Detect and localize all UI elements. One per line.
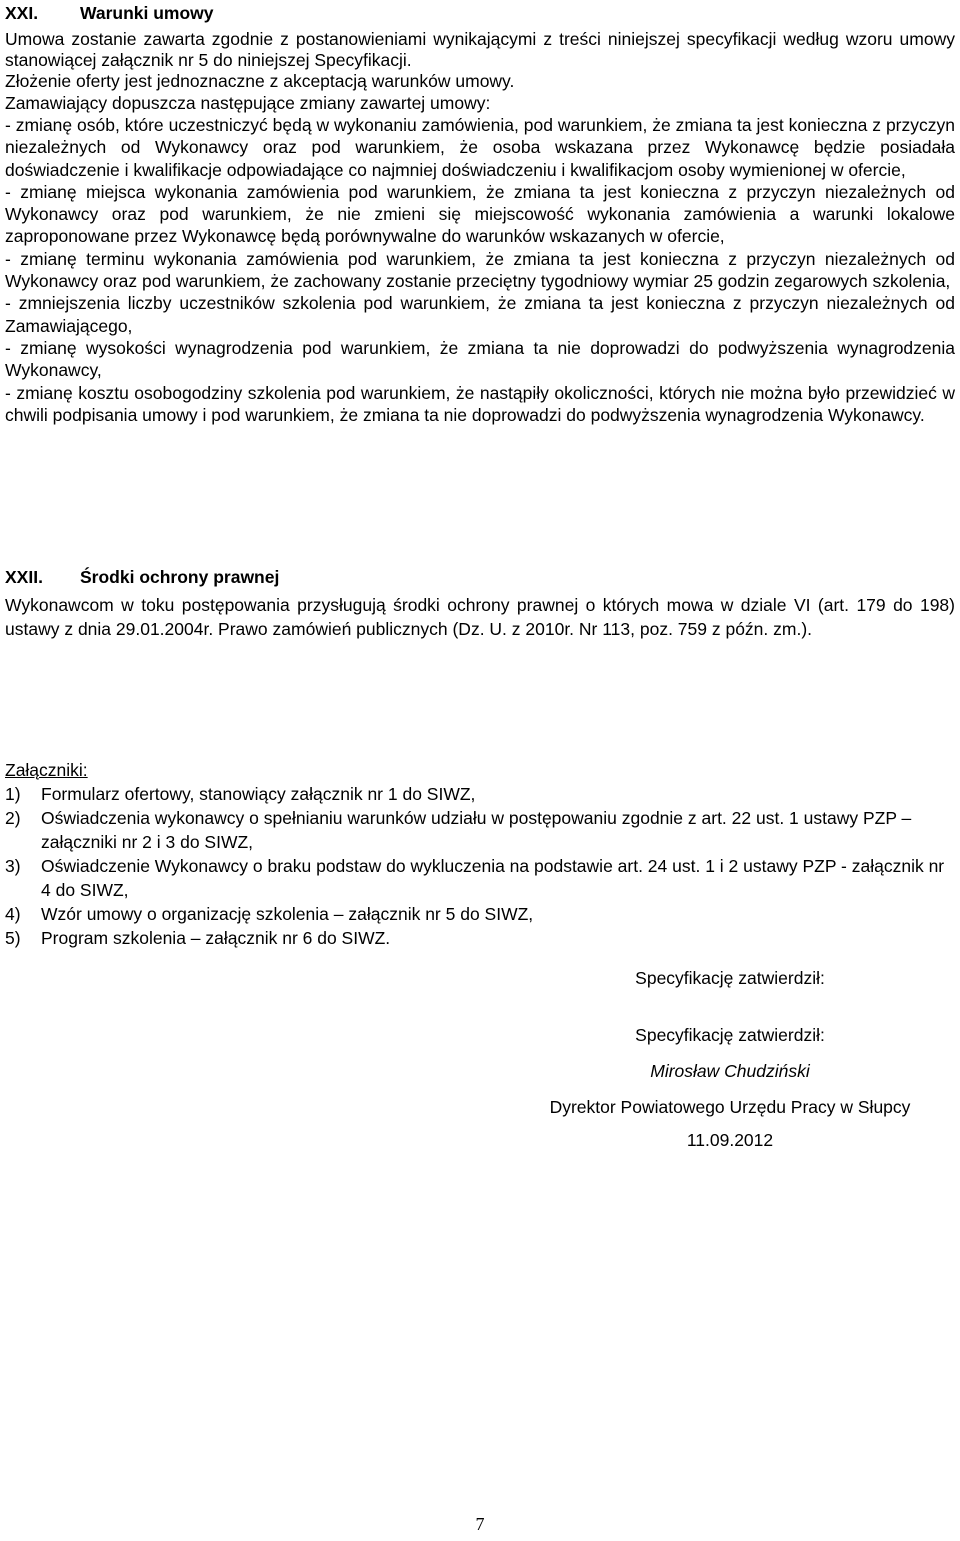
section-21-item-6: - zmianę kosztu osobogodziny szkolenia pod warunkiem, że nastąpiły okoliczności, których nie można było przewidzieć w chwili podpisania umowy i pod warunkiem, że zmiana ta nie doprowadzi do podwyższenia wynagrodzenia Wykonawcy. xyxy=(5,382,955,425)
section-21-item-2: - zmianę miejsca wykonania zamówienia pod warunkiem, że zmiana ta jest konieczna z przyczyn niezależnych od Wykonawcy oraz pod warunkiem, że nie zmieni się miejscowość wykonania zamówienia a warunki lokalowe zaproponowane przez Wykonawcę będą porównywalne do warunków wskazanych w ofercie, xyxy=(5,181,955,247)
section-21-item-3: - zmianę terminu wykonania zamówienia pod warunkiem, że zmiana ta jest konieczna z przyczyn niezależnych od Wykonawcy oraz pod warunkiem, że zachowany zostanie przeciętny tygodniowy wymiar 25 godzin zegarowych szkolenia, xyxy=(5,248,955,292)
attachment-number: 1) xyxy=(5,784,21,804)
section-22-body-block xyxy=(5,593,955,641)
approved-label-1: Specyfikację zatwierdził: xyxy=(635,968,825,988)
section-22-body: Wykonawcom w toku postępowania przysługują środki ochrony prawnej o których mowa w dziale VI (art. 179 do 198) ustawy z dnia 29.01.2004r. Prawo zamówień publicznych (Dz. U. z 2010r. Nr 113, poz. 759 z późn. zm.). xyxy=(5,595,955,639)
section-21-heading xyxy=(5,1,955,25)
signatory-name: Mirosław Chudziński xyxy=(650,1061,810,1081)
section-22-number: XXII. xyxy=(5,567,43,587)
attachments-list xyxy=(5,782,955,950)
spacer xyxy=(500,1083,960,1095)
attachments-title: Załączniki: xyxy=(5,760,88,780)
attachment-item xyxy=(5,806,955,854)
section-21-intro-1: Umowa zostanie zawarta zgodnie z postanowieniami wynikającymi z treści niniejszej specyfikacji według wzoru umowy stanowiącej załącznik nr 5 do niniejszej Specyfikacji. xyxy=(5,29,955,70)
attachment-text: Oświadczenia wykonawcy o spełnianiu warunków udziału w postępowaniu zgodnie z art. 22 ust. 1 ustawy PZP – załączniki nr 2 i 3 do SIWZ, xyxy=(41,808,912,852)
attachment-number: 4) xyxy=(5,904,21,924)
page-number: 7 xyxy=(475,1514,485,1534)
attachment-number: 2) xyxy=(5,808,21,828)
section-21-intro-3: Zamawiający dopuszcza następujące zmiany zawartej umowy: xyxy=(5,93,491,113)
section-21-item-5: - zmianę wysokości wynagrodzenia pod warunkiem, że zmiana ta nie doprowadzi do podwyższenia wynagrodzenia Wykonawcy, xyxy=(5,337,955,381)
attachment-item xyxy=(5,782,955,806)
section-21-item-1: - zmianę osób, które uczestniczyć będą w wykonaniu zamówienia, pod warunkiem, że zmiana ta jest konieczna z przyczyn niezależnych od Wykonawcy oraz pod warunkiem, że osoba wskazana przez Wykonawcę będzie posiadała doświadczenie i kwalifikacje odpowiadające co najmniej doświadczeniu i kwalifikacjom osoby wymienionej w ofercie, xyxy=(5,115,955,180)
attachment-item xyxy=(5,902,955,926)
spacer xyxy=(500,1047,960,1059)
section-22-heading xyxy=(5,565,955,589)
attachment-number: 3) xyxy=(5,856,21,876)
spacer xyxy=(500,1119,960,1128)
attachment-item xyxy=(5,854,955,902)
spacer xyxy=(500,990,960,1023)
attachment-item xyxy=(5,926,955,950)
section-22 xyxy=(5,565,955,641)
approved-label-2: Specyfikację zatwierdził: xyxy=(635,1025,825,1045)
signatory-position: Dyrektor Powiatowego Urzędu Pracy w Słupcy xyxy=(549,1097,911,1117)
section-21-body xyxy=(5,29,955,426)
attachments xyxy=(5,758,955,950)
attachment-text: Wzór umowy o organizację szkolenia – załącznik nr 5 do SIWZ, xyxy=(41,904,534,924)
signature-block xyxy=(500,966,960,1152)
section-22-title: Środki ochrony prawnej xyxy=(80,567,280,587)
section-21 xyxy=(5,1,955,426)
attachment-text: Program szkolenia – załącznik nr 6 do SIWZ. xyxy=(41,928,391,948)
section-21-number: XXI. xyxy=(5,3,39,23)
section-21-item-4: - zmniejszenia liczby uczestników szkolenia pod warunkiem, że zmiana ta jest konieczna z przyczyn niezależnych od Zamawiającego, xyxy=(5,293,955,336)
section-21-title: Warunki umowy xyxy=(80,3,214,23)
attachment-text: Formularz ofertowy, stanowiący załącznik nr 1 do SIWZ, xyxy=(41,784,476,804)
signature-date: 11.09.2012 xyxy=(686,1130,774,1150)
attachment-number: 5) xyxy=(5,928,21,948)
section-21-intro-2: Złożenie oferty jest jednoznaczne z akceptacją warunków umowy. xyxy=(5,71,515,91)
attachment-text: Oświadczenie Wykonawcy o braku podstaw do wykluczenia na podstawie art. 24 ust. 1 i 2 ustawy PZP - załącznik nr 4 do SIWZ, xyxy=(41,856,945,900)
